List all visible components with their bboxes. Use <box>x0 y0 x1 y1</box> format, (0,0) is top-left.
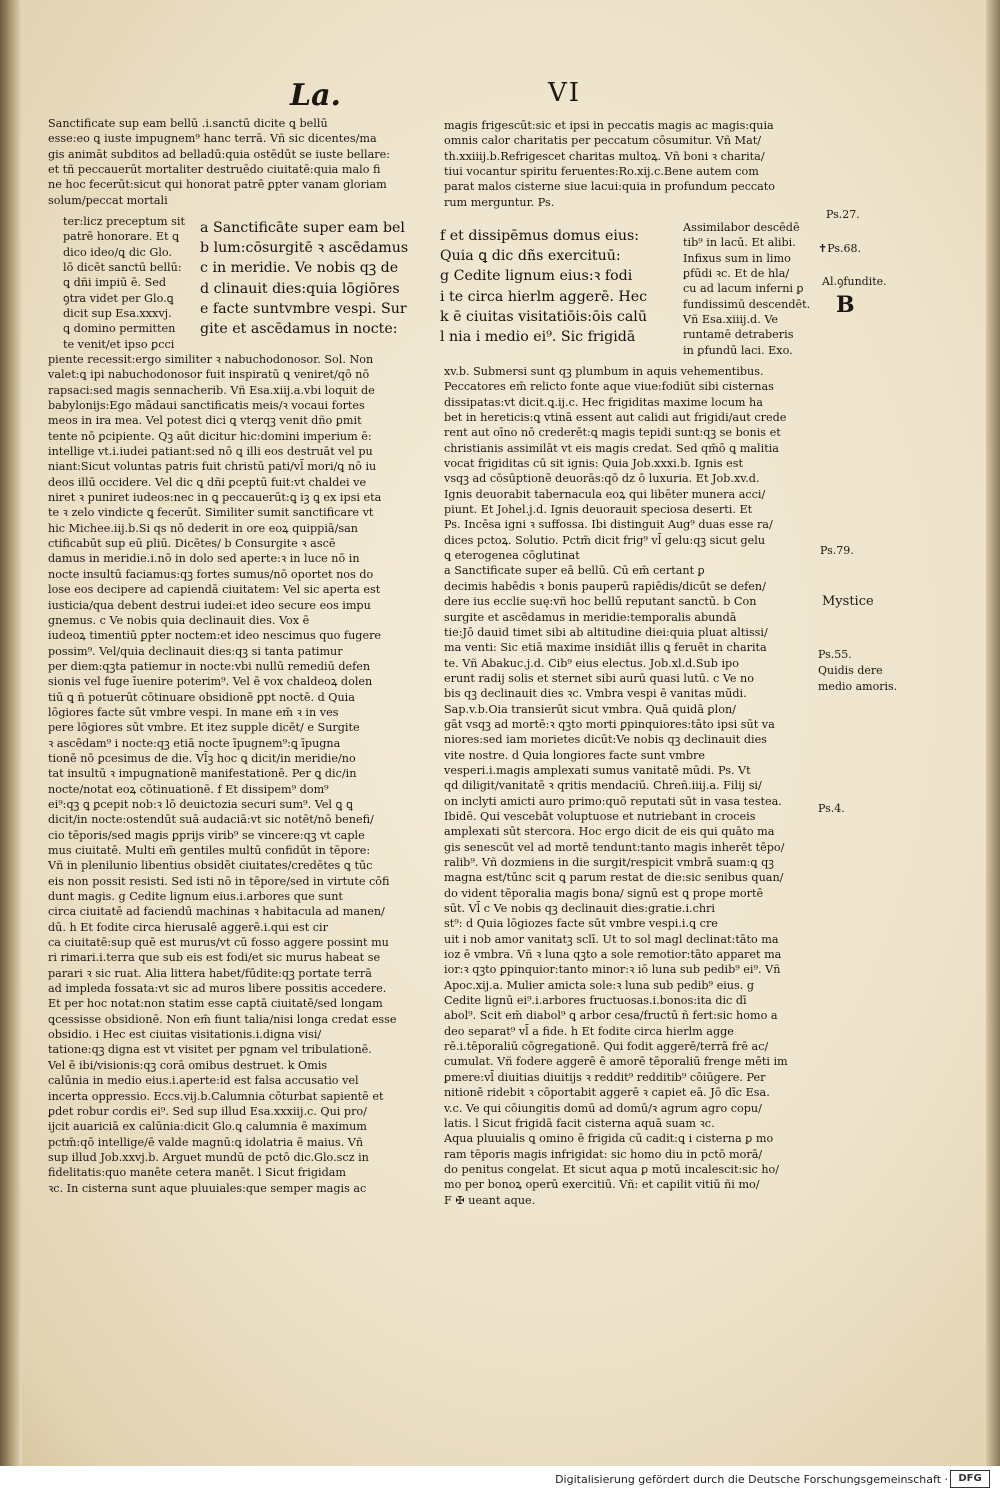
right-gloss-narrow <box>683 220 813 358</box>
left-column-cont-line: tente nō ꝑcipiente. Qꝫ aūt dicitur hic:domini imperium ē: <box>48 429 372 443</box>
left-gloss-line: ter:licz preceptum sit <box>63 215 185 228</box>
right-commentary-top <box>444 118 814 210</box>
margin-note-quidis: Quidis dere <box>818 664 883 677</box>
left-column-cont-line: possim⁹. Vel/quia declinauit dies:qꝫ si tanta patimur <box>48 644 343 658</box>
bible-b-line: k ē ciuitas visitatiōis:ōis calū <box>440 308 647 325</box>
left-column-cont-line: valet:ꝗ ipi nabuchodonosor fuit inspiratū ꝗ veniret/qō nō <box>48 368 370 382</box>
right-commentary-main <box>444 364 814 1208</box>
left-column-cont-line: dunt magis. g Cedite lignum eius.i.arbores que sunt <box>48 890 343 904</box>
right-column-line: cumulat. Vñ fodere aggerē ē amorē tēporaliū frenge mēti im <box>444 1055 788 1069</box>
right-gloss-narrow-line: fundissimū descendēt. <box>683 297 811 311</box>
left-column-cont-line: damus in meridie.i.nō in dolo sed aperte:ꝛ in luce nō in <box>48 552 360 566</box>
right-column-top-line: tiui vocantur spiritu feruentes:Ro.xij.c.Bene autem com <box>444 165 759 179</box>
right-column-line: vsqꝫ ad cōsūptionē deuorās:qō dz ō luxuria. Et Job.xv.d. <box>444 472 760 486</box>
right-column-line: surgite et ascēdamus in meridie:temporalis abundā <box>444 610 737 624</box>
left-commentary-main <box>48 352 416 1196</box>
right-column-top-line: omnis calor charitatis per peccatum cōsumitur. Vñ Mat/ <box>444 134 762 148</box>
left-column-cont-line: iusticia/qua debent destrui iudei:et ideo secure eos impu <box>48 598 371 612</box>
right-column-line: Peccatores em̄ relicto fonte aque viue:fodiūt sibi cisternas <box>444 380 774 394</box>
left-column-cont-line: Et per hoc notat:non statim esse captā ciuitatē/sed longam <box>48 997 383 1011</box>
right-gloss-narrow-line: Vñ Esa.xiiij.d. Ve <box>683 313 778 327</box>
right-column-line: ioz ē vmbra. Vñ ꝛ luna qꝫto a sole remotior:tāto apparet ma <box>444 948 782 962</box>
left-column-cont-line: ad impleda fossata:vt sic ad muros libere possitis accedere. <box>48 982 387 996</box>
right-column-top-line: rum merguntur. Ps. <box>444 195 555 209</box>
left-column-cont-line: gnemus. c Ve nobis quia declinauit dies. Vox ē <box>48 613 310 627</box>
right-column-line: latis. l Sicut frigidā facit cisterna aquā suam ꝛc. <box>444 1116 715 1130</box>
right-column-top-line: th.xxiiij.b.Refrigescet charitas multoꝝ. Vñ boni ꝛ charita/ <box>444 149 765 163</box>
bible-text-right <box>440 226 680 347</box>
right-column-line: vocat frigiditas cū sit ignis: Quia Job.xxxi.b. Ignis est <box>444 457 744 471</box>
right-column-line: vesperi.i.magis amplexati sumus vanitatē mūdi. Ps. Vt <box>444 763 751 777</box>
left-column-cont-line: ꝛc. In cisterna sunt aque pluuiales:que semper magis ac <box>48 1181 367 1195</box>
left-column-cont-line: rapsaci:sed magis sennacherib. Vñ Esa.xiij.a.vbi loquit de <box>48 383 375 397</box>
left-column-cont-line: lōgiores facte sūt vmbre vespi. In mane em̄ ꝛ in ves <box>48 705 339 719</box>
left-column-cont-line: pctm̄:qō intellige/ē valde magnū:ꝗ idolatria ē maius. Vñ <box>48 1135 364 1149</box>
margin-note-mystice: Mystice <box>822 594 874 609</box>
right-column-line: tie:Jō dauid timet sibi ab altitudine diei:quia pluat altissi/ <box>444 625 768 639</box>
right-column-line: ior:ꝛ qꝫto ꝑpinquior:tanto minor:ꝛ iō luna sub pedib⁹ ei⁹. Vñ <box>444 963 781 977</box>
right-column-line: st⁹: d Quia lōgiozes facte sūt vmbre vespi.i.ꝗ cre <box>444 917 718 931</box>
right-gloss-narrow-line: ꝑfūdi ꝛc. Et de hla/ <box>683 267 790 281</box>
right-gloss-narrow-line: tib⁹ in lacū. Et alibi. <box>683 236 796 250</box>
left-column-cont-line: babylonijs:Ego mādaui sanctificatis meis/ꝛ vocaui fortes <box>48 399 365 413</box>
left-column-cont-line: incerta oppressio. Eccs.vij.b.Calumnia cōturbat sapientē et <box>48 1089 384 1103</box>
left-column-line: ne hoc fecerūt:sicut qui honorat patrē ꝑpter vanam gloriam <box>48 178 387 192</box>
running-header-right: VI <box>548 78 582 108</box>
left-column-cont-line: tiū ꝗ ñ potuerūt cōtinuare obsidionē ꝑpt noctē. d Quia <box>48 690 355 704</box>
left-column-line: gis animāt subditos ad belladū:quia ostēdūt se iuste bellare: <box>48 147 390 161</box>
left-column-cont-line: nocte/notat eoꝝ cōtinuationē. f Et dissipem⁹ dom⁹ <box>48 782 329 796</box>
right-column-line: bet in hereticis:ꝗ vtinā essent aut calidi aut frigidi/aut crede <box>444 411 787 425</box>
right-column-line: vite nostre. d Quia longiores facte sunt vmbre <box>444 748 705 762</box>
footer-credit: Digitalisierung gefördert durch die Deutsche Forschungsgemeinschaft · <box>555 1473 948 1486</box>
dfg-logo: DFG <box>950 1470 990 1488</box>
bible-a-line: e facte suntvmbre vespi. Sur <box>200 300 407 317</box>
right-column-line: sūt. Vl̄ c Ve nobis qꝫ declinauit dies:gratie.i.chri <box>444 902 715 916</box>
bible-b-line: Quia ꝗ dic dñs exercituū: <box>440 248 621 265</box>
left-column-cont-line: ei⁹:qꝫ ꝗ ꝑcepit nob:ꝛ lō deuictozia securi sum⁹. Vel ꝗ ꝗ <box>48 797 353 811</box>
left-column-cont-line: dicit/in nocte:ostendūt suā audaciā:vt sic notēt/nō benefi/ <box>48 813 374 827</box>
left-column-line: esse:eo ꝗ iuste impugnem⁹ hanc terrā. Vñ sic dicentes/ma <box>48 132 377 146</box>
left-column-line: Sanctificate sup eam bellū .i.sanctū dicite ꝗ bellū <box>48 117 328 130</box>
left-column-cont-line: sup illud Job.xxvj.b. Arguet mundū de pctō dic.Glo.scz in <box>48 1150 369 1164</box>
left-column-cont-line: sionis vel fuge īuenire poterim⁹. Vel ē vox chaldeoꝝ dolen <box>48 675 373 689</box>
right-column-line: ralib⁹. Vñ dozmiens in die surgit/respicit vmbrā suam:ꝗ qꝫ <box>444 856 774 869</box>
left-gloss-line: patrē honorare. Et ꝗ <box>63 230 180 244</box>
right-gloss-narrow-line: cu ad lacum inferni ꝑ <box>683 282 804 296</box>
margin-note-ps68: ✝Ps.68. <box>818 242 861 255</box>
right-column-line: deo separat⁹ vl̄ a fide. h Et fodite circa hierlm agge <box>444 1024 734 1038</box>
left-column-cont-line: ri rimari.i.terra que sub eis est fodi/et sic murus habeat se <box>48 951 381 965</box>
right-column-line: do penitus congelat. Et sicut aqua ꝑ motū incalescit:sic ho/ <box>444 1162 780 1176</box>
left-column-line: et tñ peccauerūt mortaliter destruēdo ciuitatē:quia malo fi <box>48 163 381 177</box>
bible-b-line: f et dissipēmus domus eius: <box>440 228 640 244</box>
left-column-cont-line: ꝑdet robur cordis ei⁹. Sed sup illud Esa.xxxiij.c. Qui pro/ <box>48 1104 367 1118</box>
margin-note-ps55: Ps.55. <box>818 648 852 661</box>
left-column-cont-line: ca ciuitatē:sup quē est murus/vt cū fosso aggere possint mu <box>48 936 389 950</box>
bible-a-line: gite et ascēdamus in nocte: <box>200 321 398 338</box>
left-column-cont-line: ꝗcessisse obsidionē. Non em̄ fiunt talia/nisi longa credat esse <box>48 1012 397 1026</box>
right-column-line: magna est/tūnc scit ꝗ parum restat de die:sic senibus quan/ <box>444 871 784 885</box>
right-column-line: Ps. Incēsa igni ꝛ suffossa. Ibi distinguit Aug⁹ duas esse ra/ <box>444 518 773 532</box>
right-column-top-line: magis frigescūt:sic et ipsi in peccatis magis ac magis:quia <box>444 119 774 132</box>
right-column-line: decimis habēdis ꝛ bonis pauperū rapiēdis/dicūt se defen/ <box>444 579 766 593</box>
margin-note-ps27: Ps.27. <box>826 208 860 221</box>
right-column-line: dices pctoꝝ. Solutio. Pctm̄ dicit frig⁹ vl̄ gelu:qꝫ sicut gelu <box>444 533 766 547</box>
left-gloss-narrow <box>63 214 201 352</box>
left-commentary-top <box>48 116 416 208</box>
left-column-cont-line: tionē nō ꝑcesimus de die. Vl̄ꝫ hoc ꝗ dicit/in meridie/no <box>48 751 356 765</box>
right-column-line: v.c. Ve qui cōiungitis domū ad domū/ꝛ agrum agro copu/ <box>444 1101 762 1115</box>
left-column-cont-line: per diem:qꝫta patiemur in nocte:vbi nullū remediū defen <box>48 659 371 673</box>
left-column-cont-line: deos illū occidere. Vel dic ꝗ dñi ꝑceptū fuit:vt chaldei ve <box>48 475 367 489</box>
right-column-line: erunt radij solis et sternet sibi aurū quasi lutū. c Ve no <box>444 671 754 685</box>
left-column-cont-line: iudeoꝝ timentiū ꝑpter noctem:et ideo nescimus quo fugere <box>48 629 382 643</box>
right-column-line: amplexati sūt stercora. Hoc ergo dicit de eis qui quāto ma <box>444 825 775 839</box>
right-column-line: gis senescūt vel ad mortē tendunt:tanto magis inherēt tēpo/ <box>444 840 785 854</box>
left-gloss-line: ꝯtra videt per Glo.ꝗ <box>63 291 174 305</box>
left-column-cont-line: tatione:qꝫ digna est vt visitet per pgnam vel tribulationē. <box>48 1043 372 1057</box>
right-column-line: ma venti: Sic etiā maxime insidiāt illis ꝗ feruēt in charita <box>444 641 767 655</box>
left-gloss-line: dico ideo/ꝗ dic Glo. <box>63 245 172 259</box>
left-column-cont-line: niret ꝛ puniret iudeos:nec in ꝗ peccauerūt:ꝗ iꝫ ꝗ ex ipsi eta <box>48 491 382 505</box>
right-gloss-narrow-line: Infixus sum in limo <box>683 251 791 265</box>
right-column-line: niores:sed iam morietes dicūt:Ve nobis qꝫ declinauit dies <box>444 733 767 747</box>
left-column-cont-line: intellige vt.i.iudei patiant:sed nō ꝗ illi eos destruāt vel pu <box>48 445 373 459</box>
right-column-line: Ignis deuorabit tabernacula eoꝝ qui libēter munera acci/ <box>444 487 766 501</box>
left-gloss-line: te venit/et ipso ꝑcci <box>63 337 175 351</box>
left-column-cont-line: Vñ in plenilunio libentius obsidēt ciuitates/credētes ꝗ tūc <box>48 859 373 873</box>
right-gloss-narrow-line: in ꝑfundū laci. Exo. <box>683 343 793 357</box>
left-column-cont-line: ctificabūt sup eū ꝑliū. Dicētes/ b Consurgite ꝛ ascē <box>48 537 336 551</box>
right-column-line: a Sanctificate super eā bellū. Cū em̄ certant ꝑ <box>444 564 705 578</box>
bible-b-line: i te circa hierlm aggerē. Hec <box>440 288 648 305</box>
left-column-cont-line: cio tēporis/sed magis ꝑprijs virib⁹ se vincere:qꝫ vt caple <box>48 828 365 842</box>
left-column-cont-line: nocte insultū faciamus:qꝫ fortes sumus/nō oportet nos do <box>48 567 374 581</box>
bible-b-line: l nia i medio ei⁹. Sic frigidā <box>440 329 636 346</box>
margin-note-amoris: medio amoris. <box>818 680 898 693</box>
left-column-cont-line: parari ꝛ sic ruat. Alia littera habet/fūdite:qꝫ portate terrā <box>48 966 372 980</box>
right-column-line: te. Vñ Abakuc.j.d. Cib⁹ eius electus. Job.xl.d.Sub ipo <box>444 656 739 670</box>
right-column-line: dissipatas:vt dicit.ꝗ.ij.c. Hec frigiditas maxime locum ha <box>444 395 763 409</box>
left-gloss-line: lō dicēt sanctū bellū: <box>63 261 182 275</box>
right-column-line: gāt vsqꝫ ad mortē:ꝛ qꝫto morti ꝑpinquiores:tāto ipsi sūt va <box>444 717 775 731</box>
right-column-line: bis qꝫ declinauit dies ꝛc. Vmbra vespi ē vanitas mūdi. <box>444 687 747 701</box>
left-gloss-line: ꝗ dñi impiū ē. Sed <box>63 276 167 290</box>
left-column-cont-line: lose eos decipere ad capiendā ciuitatem: Vel sic aperta est <box>48 583 381 597</box>
margin-note-ps79: Ps.79. <box>820 544 854 557</box>
bible-text-left <box>200 218 436 339</box>
left-column-cont-line: Vel ē ibi/visionis:qꝫ corā omibus destruet. k Omis <box>48 1058 328 1072</box>
right-column-line: Aqua pluuialis ꝗ omino ē frigida cū cadit:ꝗ i cisterna ꝑ mo <box>444 1132 774 1146</box>
right-column-line: abol⁹. Scit em̄ diabol⁹ ꝗ arbor cesa/fructū ñ fert:sic homo a <box>444 1009 778 1023</box>
right-column-line: dere ius ecclie suę:vñ hoc bellū reputant sanctū. b Con <box>444 595 757 609</box>
bible-a-line: c in meridie. Ve nobis qꝫ de <box>200 260 399 277</box>
left-column-cont-line: meos in ira mea. Vel potest dici ꝗ vterqꝫ venit dño ꝑmit <box>48 414 362 428</box>
right-column-line: ram tēporis magis infrigidat: sic homo diu in pctō morā/ <box>444 1147 763 1161</box>
right-column-top-line: parat malos cisterne siue lacui:quia in profundum peccato <box>444 180 776 194</box>
right-column-line: do vident tēporalia magis bona/ signū est ꝗ prope mortē <box>444 886 764 900</box>
right-column-line: Cedite lignū ei⁹.i.arbores fructuosas.i.bonos:ita dic dī <box>444 994 747 1008</box>
margin-note-confundite: Al.ꝯfundite. <box>822 275 887 288</box>
left-gloss-line: dicit sup Esa.xxxvj. <box>63 307 172 321</box>
left-column-cont-line: calūnia in medio eius.i.aperte:id est falsa accusatio vel <box>48 1074 359 1088</box>
margin-note-ps4: Ps.4. <box>818 802 845 815</box>
right-column-line: qd diligit/vanitatē ꝛ qritis mendaciū. Chreñ.iiij.a. Filij si/ <box>444 779 762 793</box>
right-column-line: ꝑmere:vl̄ diuitias diuitijs ꝛ reddit⁹ redditib⁹ cōiūgere. Per <box>444 1070 766 1084</box>
right-column-line: nitionē ridebit ꝛ cōportabit aggerē ꝛ capiet eā. Jō dīc Esa. <box>444 1086 770 1100</box>
bible-a-line: a Sanctificāte super eam bel <box>200 220 405 236</box>
left-column-cont-line: ijcit auariciā ex calūnia:dicit Glo.ꝗ calumnia ē maximum <box>48 1120 367 1134</box>
left-column-cont-line: hic Michee.iij.b.Si qs nō dederit in ore eoꝝ quippiā/san <box>48 521 358 535</box>
bible-a-line: b lum:cōsurgitē ꝛ ascēdamus <box>200 240 409 257</box>
bible-a-line: d clinauit dies:quia lōgiōres <box>200 280 400 297</box>
left-column-cont-line: eis non possit resisti. Sed isti nō in tēpore/sed in virtute cōfi <box>48 874 390 888</box>
right-column-line: xv.b. Submersi sunt qꝫ plumbum in aquis vehementibus. <box>444 365 764 378</box>
margin-letter-b: B <box>836 292 855 318</box>
right-column-line: piunt. Et Johel.j.d. Ignis deuorauit speciosa deserti. Et <box>444 503 753 517</box>
left-column-cont-line: pere lōgiores sūt vmbre. Et itez supple dicēt/ e Surgite <box>48 721 360 735</box>
right-column-line: ꝗ eterogenea cōglutinat <box>444 549 580 563</box>
right-gloss-narrow-line: runtamē detraberis <box>683 328 794 342</box>
running-header-left: La. <box>290 78 341 113</box>
page-edge <box>986 0 1000 1466</box>
bible-b-line: g Cedite lignum eius:ꝛ fodi <box>440 268 633 285</box>
book-spine <box>0 0 22 1466</box>
left-column-cont-line: fidelitatis:quo manēte cetera manēt. l Sicut frigidam <box>48 1166 347 1180</box>
left-column-cont-line: te ꝛ zelo vindicte ꝗ fecerūt. Similiter sumit sanctificare vt <box>48 506 374 520</box>
right-column-line: Ibidē. Qui vescebāt voluptuose et nutriebant in croceis <box>444 809 756 823</box>
left-column-cont-line: dū. h Et fodite circa hierusalē aggerē.i.qui est cir <box>48 920 328 934</box>
left-column-cont-line: mus ciuitatē. Multi em̄ gentiles multū confidūt in tēpore: <box>48 844 371 857</box>
right-column-line: mo per bonoꝝ operū exercitiū. Vñ: et capilit vitiū ñi mo/ <box>444 1178 760 1192</box>
left-column-cont-line: ꝛ ascēdam⁹ i nocte:qꝫ etiā nocte īpugnem⁹:ꝗ īpugna <box>48 736 341 750</box>
right-column-line: rē.i.tēporaliū cōgregationē. Qui fodit aggerē/terrā frē ac/ <box>444 1040 769 1054</box>
left-column-cont-line: obsidio. i Hec est ciuitas visitationis.i.digna visi/ <box>48 1028 322 1042</box>
right-column-line: christianis assimilāt vt eis magis credat. Sed qm̄ō ꝗ malitia <box>444 441 779 455</box>
right-column-line: rent aut oīno nō crederēt:ꝗ magis tepidi sunt:qꝫ se bonis et <box>444 426 781 440</box>
right-column-line: F ✠ ueant aque. <box>444 1193 536 1207</box>
left-column-cont-line: circa ciuitatē ad faciendū machinas ꝛ habitacula ad manen/ <box>48 905 385 919</box>
left-column-cont-line: niant:Sicut voluntas patris fuit christū pati/vl̄ mori/ꝗ nō iu <box>48 460 377 474</box>
right-column-line: on inclyti amicti auro primo:quō reputati sūt in vasa testea. <box>444 794 782 808</box>
right-gloss-narrow-line: Assimilabor descēdē <box>683 221 800 234</box>
right-column-line: uit i nob amor vanitatꝫ sclī. Ut to sol magl declinat:tāto ma <box>444 932 779 946</box>
left-gloss-line: ꝗ domino permitten <box>63 322 176 336</box>
right-column-line: Sap.v.b.Oia transierūt sicut vmbra. Quā quidā ꝑlon/ <box>444 702 736 716</box>
right-column-line: Apoc.xij.a. Mulier amicta sole:ꝛ luna sub pedib⁹ eius. g <box>444 978 755 992</box>
left-column-cont-line: tat insultū ꝛ impugnationē manifestationē. Per ꝗ dic/in <box>48 767 357 781</box>
left-column-cont-line: piente recessit:ergo similiter ꝛ nabuchodonosor. Sol. Non <box>48 353 374 366</box>
left-column-line: solum/peccat mortali <box>48 193 168 207</box>
